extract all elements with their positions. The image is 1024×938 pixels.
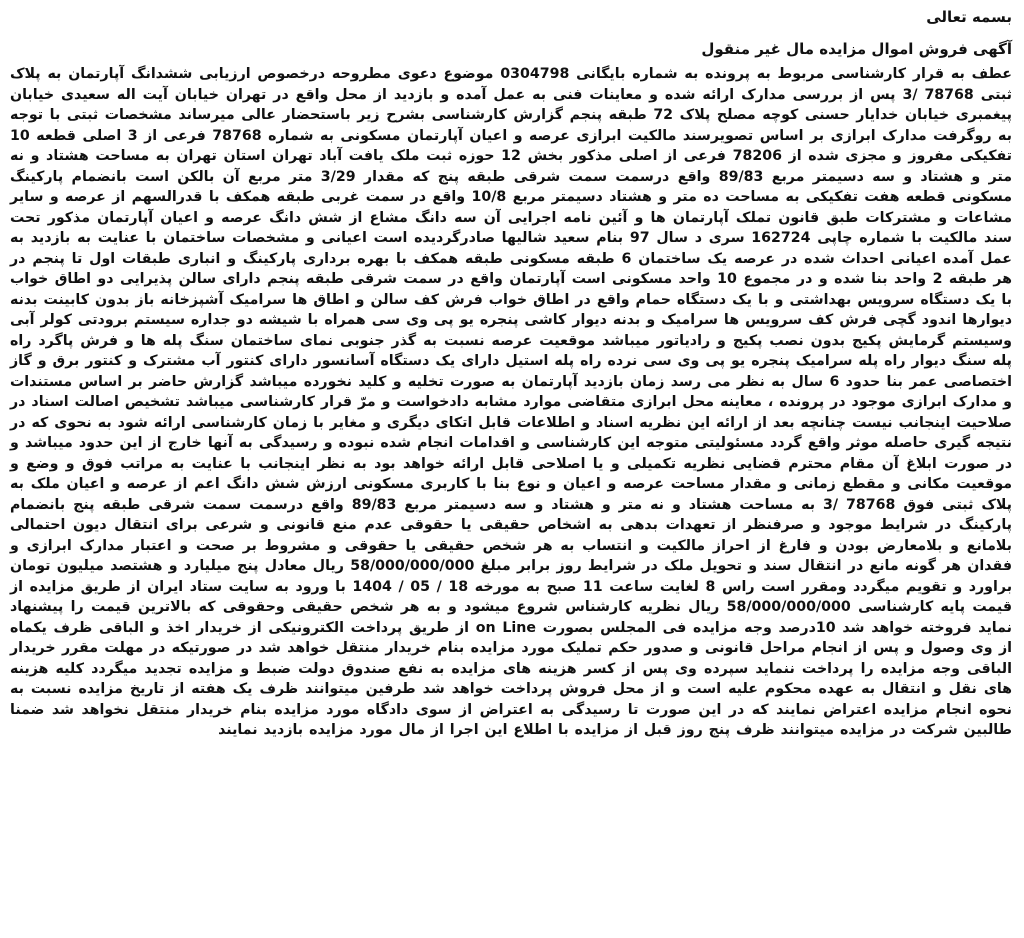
auction-notice (10, 6, 1012, 741)
notice-body: عطف به قرار کارشناسی مربوط به پرونده به شماره بایگانی 0304798 موضوع دعوی مطروحه درخصوص ارزیابی ششدانگ آپارتمان به پلاک ثبتی 78768 /3 پس از بررسی مدارک ارائه شده و معاینات فنی به عمل آمده و بازدید از محل واقع در تهران خیابان آیت اله سعیدی خیابان پیغمبری خیابان خدایار حسنی کوچه مصلح پلاک 72 طبقه پنجم گزارش کارشناسی بشرح زیر باستحضار عالی میرساند مشخصات ثبتی با توجه به روگرفت مدارک ابرازی بر اساس تصویرسند مالکیت ابرازی عرصه و اعیان آپارتمان مسکونی به شماره 78768 فرعی از 3 اصلی قطعه 10 تفکیکی مفروز و مجزی شده از 78206 فرعی از اصلی مذکور بخش 12 حوزه ثبت ملک یافت آباد تهران استان تهران به مساحت هشتاد و نه متر و هشتاد و سه دسیمتر مربع 89/83 واقع درسمت سمت شرقی طبقه پنج که مقدار 3/29 متر مربع آن بالکن است بانضمام پارکینگ مسکونی قطعه هفت تفکیکی به مساحت ده متر و هشتاد دسیمتر مربع 10/8 واقع در سمت غربی طبقه همکف با قدرالسهم از عرصه و سایر مشاعات و مشترکات طبق قانون تملک آپارتمان ها و آئین نامه اجرایی آن سه دانگ مشاع از شش دانگ عرصه و اعیان آپارتمان مذکور تحت سند مالکیت با شماره چاپی 162724 سری د سال 97 بنام سعید شالیها صادرگردیده است اعیانی و مشخصات ساختمان با عنایت به بازدید به عمل آمده اعیانی احداث شده در عرصه یک ساختمان 6 طبقه مسکونی طبقه همکف با بهره برداری پارکینگ و انباری طبقات اول تا پنجم در هر طبقه 2 واحد بنا شده و در مجموع 10 واحد مسکونی است آپارتمان واقع در سمت شرقی طبقه پنجم دارای سالن پذیرایی دو اطاق خواب با یک دستگاه سرویس بهداشتی و با یک دستگاه حمام واقع در اطاق خواب فرش کف سالن و اطاق ها سرامیک آشپزخانه باز بدون کابینت بدنه دیوارها اندود گچی فرش کف سرویس ها سرامیک و بدنه دیوار کاشی پنجره یو پی وی سی همراه با شیشه دو جداره سیستم برودتی کولر آبی وسیستم گرمایش پکیج بدون نصب پکیج و رادیاتور میباشد موقعیت عرصه نسبت به گذر جنوبی نمای ساختمان سنگ پله ها و فرش پاگرد راه پله سنگ دیوار راه پله سرامیک پنجره یو پی وی سی نرده راه پله استیل دارای یک دستگاه آسانسور دارای کنتور آب مشترک و کنتور برق و گاز اختصاصی عمر بنا حدود 6 سال به نظر می رسد زمان بازدید آپارتمان به صورت تخلیه و کلید نخورده میباشد گزارش حاضر بر اساس مستندات و مدارک ابرازی موجود در پرونده ، معاینه محل ابرازی متقاضی موارد مشابه دادخواست و مرّ قرار کارشناسی میباشد تشخیص اصالت اسناد در صلاحیت اینجانب نیست چنانچه بعد از ارائه این نظریه اسناد و اطلاعات قابل اتکای دیگری و مغایر با زمان کارشناسی ارائه شود به نحوی که در نتیجه گیری حاصله موثر واقع گردد مسئولیتی متوجه این کارشناسی و اقدامات انجام شده نبوده و رسیدگی به آنها خارج از این حدود میباشد و در صورت ابلاغ آن مقام محترم قضایی نظریه تکمیلی و یا اصلاحی قابل ارائه خواهد بود به نظر اینجانب با عنایت به مراتب فوق و وضع و موقعیت مکانی و مقطع زمانی و مقدار مساحت عرصه و اعیان و نوع بنا با کاربری مسکونی ارزش شش دانگ اعم از عرصه و اعیان ملک به پلاک ثبتی فوق 78768 /3 به مساحت هشتاد و نه متر و هشتاد و سه دسیمتر مربع 89/83 واقع درسمت سمت شرقی طبقه پنج بانضمام پارکینگ در شرایط موجود و صرفنظر از تعهدات بدهی به اشخاص حقیقی یا حقوقی عدم منع قانونی و شرعی برای انتقال دیون احتمالی بلامانع و بلامعارض بودن و فارغ از احراز مالکیت و انتساب به هر شخص حقیقی یا حقوقی و مشروط بر صحت و اعتبار مدارک ابرازی و فقدان هر گونه مانع در انتقال سند و تحویل ملک در شرایط روز برابر مبلغ 58/000/000/000 ریال معادل پنج میلیارد و هشتصد میلیون تومان براورد و تقویم میگردد ومقرر است راس 8 لغایت ساعت 11 صبح به مورخه 18 / 05 / 1404 با ورود به سایت ستاد ایران از طریق مزایده از قیمت پایه کارشناسی 58/000/000/000 ریال نظریه کارشناس شروع میشود و به هر شخص حقیقی وحقوقی که بالاترین قیمت را پیشنهاد نماید فروخته خواهد شد 10درصد وجه مزایده فی المجلس بصورت on Line از طریق پرداخت الکترونیکی از خریدار اخذ و الباقی ظرف یکماه از وی وصول و پس از انجام مراحل قانونی و صدور حکم تملیک مورد مزایده بنام خریدار منتقل خواهد شد در صورتیکه در مهلت مقرر خریدار الباقی وجه مزایده را پرداخت ننماید سپرده وی پس از کسر هزینه های مزایده به نفع صندوق دولت ضبط و مزایده تجدید میگردد کلیه هزینه های نقل و انتقال به عهده محکوم علیه است و از محل فروش پرداخت خواهد شد طرفین میتوانند ظرف یک هفته از تاریخ مزایده نسبت به نحوه انجام مزایده اعتراض نمایند که در این صورت تا رسیدگی به اعتراض از سوی دادگاه مورد مزایده بنام خریدار منتقل نخواهد شد ضمنا طالبین شرکت در مزایده میتوانند ظرف پنج روز قبل از مزایده با اطلاع این اجرا از مال مورد مزایده بازدید نمایند (10, 66, 1013, 738)
notice-title: آگهی فروش اموال مزایده مال غیر منقول (701, 40, 1012, 58)
basmala-heading: بسمه تعالی (926, 8, 1012, 26)
